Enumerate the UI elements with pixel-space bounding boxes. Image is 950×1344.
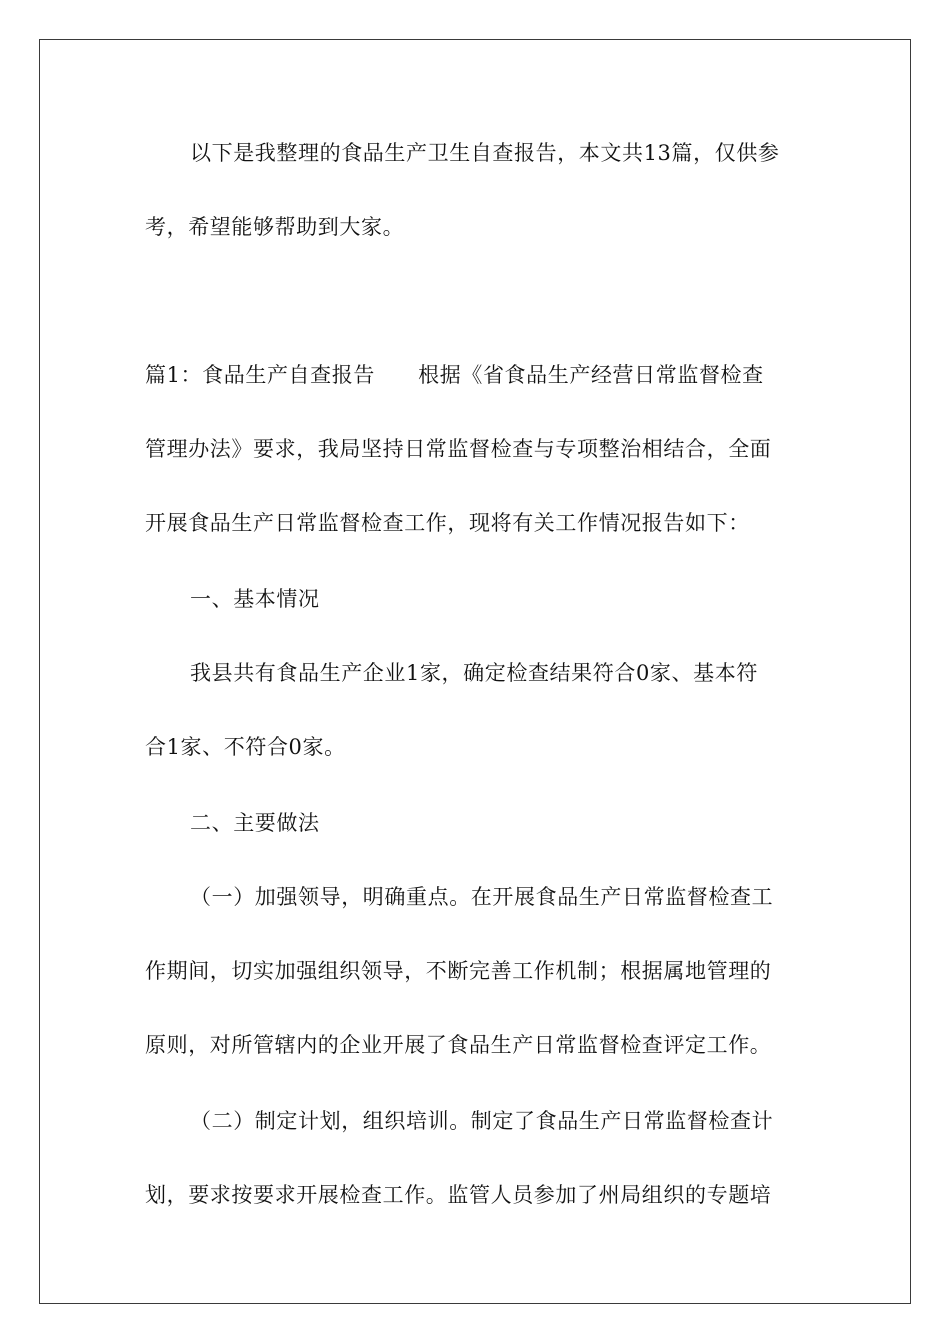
intro-paragraph-line: 以下是我整理的食品生产卫生自查报告，本文共13篇，仅供参 (190, 141, 780, 165)
body-paragraph-line: 原则，对所管辖内的企业开展了食品生产日常监督检查评定工作。 (145, 1033, 772, 1057)
article-title-line: 篇1：食品生产自查报告 根据《省食品生产经营日常监督检查 (145, 363, 764, 387)
body-paragraph-line: 我县共有食品生产企业1家，确定检查结果符合0家、基本符 (190, 661, 758, 685)
body-paragraph-line: （一）加强领导，明确重点。在开展食品生产日常监督检查工 (190, 885, 774, 909)
section-heading-basic: 一、基本情况 (190, 587, 320, 611)
section-heading-methods: 二、主要做法 (190, 811, 320, 835)
body-paragraph-line: 合1家、不符合0家。 (145, 735, 346, 759)
body-paragraph-line: 开展食品生产日常监督检查工作，现将有关工作情况报告如下： (145, 511, 750, 535)
body-paragraph-line: 划，要求按要求开展检查工作。监管人员参加了州局组织的专题培 (145, 1183, 772, 1207)
body-paragraph-line: （二）制定计划，组织培训。制定了食品生产日常监督检查计 (190, 1109, 774, 1133)
body-paragraph-line: 作期间，切实加强组织领导，不断完善工作机制；根据属地管理的 (145, 959, 772, 983)
intro-paragraph-line: 考，希望能够帮助到大家。 (145, 215, 405, 239)
body-paragraph-line: 管理办法》要求，我局坚持日常监督检查与专项整治相结合，全面 (145, 437, 772, 461)
